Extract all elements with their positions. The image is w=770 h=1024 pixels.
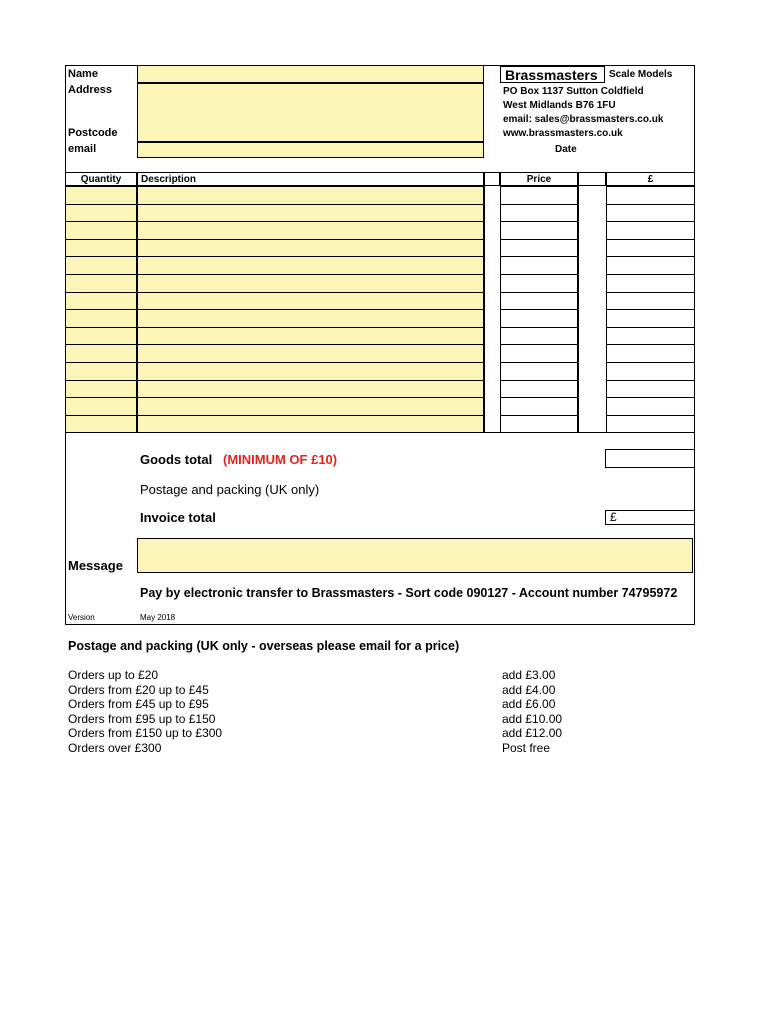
postage-charge: Post free <box>502 740 551 755</box>
price-cell[interactable] <box>500 186 578 205</box>
postage-charge: add £10.00 <box>502 711 563 726</box>
quantity-cell[interactable] <box>65 362 137 381</box>
description-cell[interactable] <box>137 256 484 275</box>
quantity-cell[interactable] <box>65 309 137 328</box>
line-total-cell[interactable] <box>606 344 695 363</box>
postage-charge: add £6.00 <box>502 697 556 712</box>
description-cell[interactable] <box>137 415 484 434</box>
quantity-cell[interactable] <box>65 397 137 416</box>
postage-table <box>68 668 588 756</box>
brand-tagline: Scale Models <box>609 69 673 80</box>
quantity-cell[interactable] <box>65 221 137 240</box>
price-cell[interactable] <box>500 415 578 434</box>
email-label: email <box>68 143 97 155</box>
header-description: Description <box>137 172 484 186</box>
header-spacer-2 <box>578 172 606 186</box>
postage-band-row <box>68 712 588 727</box>
postage-band: Orders from £150 up to £300 <box>68 726 223 741</box>
description-cell[interactable] <box>137 380 484 399</box>
brand-name: Brassmasters <box>505 67 598 83</box>
quantity-cell[interactable] <box>65 186 137 205</box>
postage-band-row <box>68 668 588 683</box>
postage-charge: add £4.00 <box>502 682 556 697</box>
quantity-cell[interactable] <box>65 415 137 434</box>
payment-instructions: Pay by electronic transfer to Brassmasters - Sort code 090127 - Account number 74795972 <box>140 586 678 600</box>
price-cell[interactable] <box>500 309 578 328</box>
price-cell[interactable] <box>500 327 578 346</box>
postage-charge: add £3.00 <box>502 668 556 682</box>
line-total-cell[interactable] <box>606 309 695 328</box>
quantity-cell[interactable] <box>65 380 137 399</box>
price-cell[interactable] <box>500 380 578 399</box>
postage-label: Postage and packing (UK only) <box>140 482 320 497</box>
postage-band: Orders over £300 <box>68 740 162 755</box>
quantity-cell[interactable] <box>65 239 137 258</box>
email-field[interactable] <box>137 142 484 158</box>
price-cell[interactable] <box>500 256 578 275</box>
price-cell[interactable] <box>500 292 578 311</box>
postage-band: Orders from £95 up to £150 <box>68 711 216 726</box>
postage-band: Orders from £45 up to £95 <box>68 697 209 712</box>
postage-band-row <box>68 683 588 698</box>
price-cell[interactable] <box>500 239 578 258</box>
line-total-cell[interactable] <box>606 204 695 223</box>
invoice-total-field[interactable] <box>605 510 695 525</box>
description-cell[interactable] <box>137 327 484 346</box>
line-total-cell[interactable] <box>606 362 695 381</box>
description-cell[interactable] <box>137 344 484 363</box>
name-field[interactable] <box>137 65 484 83</box>
price-cell[interactable] <box>500 221 578 240</box>
quantity-cell[interactable] <box>65 274 137 293</box>
invoice-total-label: Invoice total <box>140 510 216 525</box>
line-total-cell[interactable] <box>606 256 695 275</box>
line-total-cell[interactable] <box>606 274 695 293</box>
header-spacer <box>484 172 500 186</box>
company-website: www.brassmasters.co.uk <box>503 128 623 139</box>
message-field[interactable] <box>137 538 693 573</box>
postage-heading: Postage and packing (UK only - overseas please email for a price) <box>68 639 460 653</box>
version-value: May 2018 <box>140 613 176 622</box>
description-cell[interactable] <box>137 274 484 293</box>
goods-total-field[interactable] <box>605 449 695 468</box>
line-total-cell[interactable] <box>606 397 695 416</box>
company-address-line2: West Midlands B76 1FU <box>503 100 616 111</box>
postage-charge: add £12.00 <box>502 726 563 741</box>
line-total-cell[interactable] <box>606 327 695 346</box>
column-divider <box>578 186 579 432</box>
description-cell[interactable] <box>137 221 484 240</box>
line-total-cell[interactable] <box>606 380 695 399</box>
quantity-cell[interactable] <box>65 327 137 346</box>
quantity-cell[interactable] <box>65 344 137 363</box>
quantity-cell[interactable] <box>65 204 137 223</box>
description-cell[interactable] <box>137 292 484 311</box>
price-cell[interactable] <box>500 397 578 416</box>
price-cell[interactable] <box>500 204 578 223</box>
name-label: Name <box>68 68 98 80</box>
column-divider <box>606 186 607 432</box>
column-divider <box>500 186 501 432</box>
header-price: Price <box>500 172 578 186</box>
price-cell[interactable] <box>500 362 578 381</box>
column-divider <box>484 186 485 432</box>
line-total-cell[interactable] <box>606 221 695 240</box>
price-cell[interactable] <box>500 274 578 293</box>
company-address-line1: PO Box 1137 Sutton Coldfield <box>503 86 644 97</box>
postage-band: Orders from £20 up to £45 <box>68 682 209 697</box>
postage-band-row <box>68 697 588 712</box>
goods-total-label: Goods total <box>140 452 213 467</box>
quantity-cell[interactable] <box>65 292 137 311</box>
description-cell[interactable] <box>137 362 484 381</box>
postcode-label: Postcode <box>68 127 118 139</box>
description-cell[interactable] <box>137 309 484 328</box>
header-quantity: Quantity <box>65 172 137 186</box>
company-email: email: sales@brassmasters.co.uk <box>503 114 664 125</box>
line-total-cell[interactable] <box>606 415 695 434</box>
postage-band-row <box>68 726 588 741</box>
description-cell[interactable] <box>137 186 484 205</box>
version-label: Version <box>68 613 95 622</box>
description-cell[interactable] <box>137 239 484 258</box>
minimum-order-note: (MINIMUM OF £10) <box>223 452 338 467</box>
line-total-cell[interactable] <box>606 186 695 205</box>
price-cell[interactable] <box>500 344 578 363</box>
date-label: Date <box>555 144 577 155</box>
invoice-currency: £ <box>610 510 617 524</box>
address-label: Address <box>68 84 113 96</box>
message-label: Message <box>68 558 123 573</box>
description-cell[interactable] <box>137 204 484 223</box>
quantity-cell[interactable] <box>65 256 137 275</box>
table-bottom-rule <box>65 432 695 433</box>
description-cell[interactable] <box>137 397 484 416</box>
postage-band: Orders up to £20 <box>68 668 159 682</box>
header-line-total: £ <box>606 172 695 186</box>
postage-band-row <box>68 741 588 756</box>
address-field[interactable] <box>137 83 484 142</box>
line-total-cell[interactable] <box>606 239 695 258</box>
line-total-cell[interactable] <box>606 292 695 311</box>
